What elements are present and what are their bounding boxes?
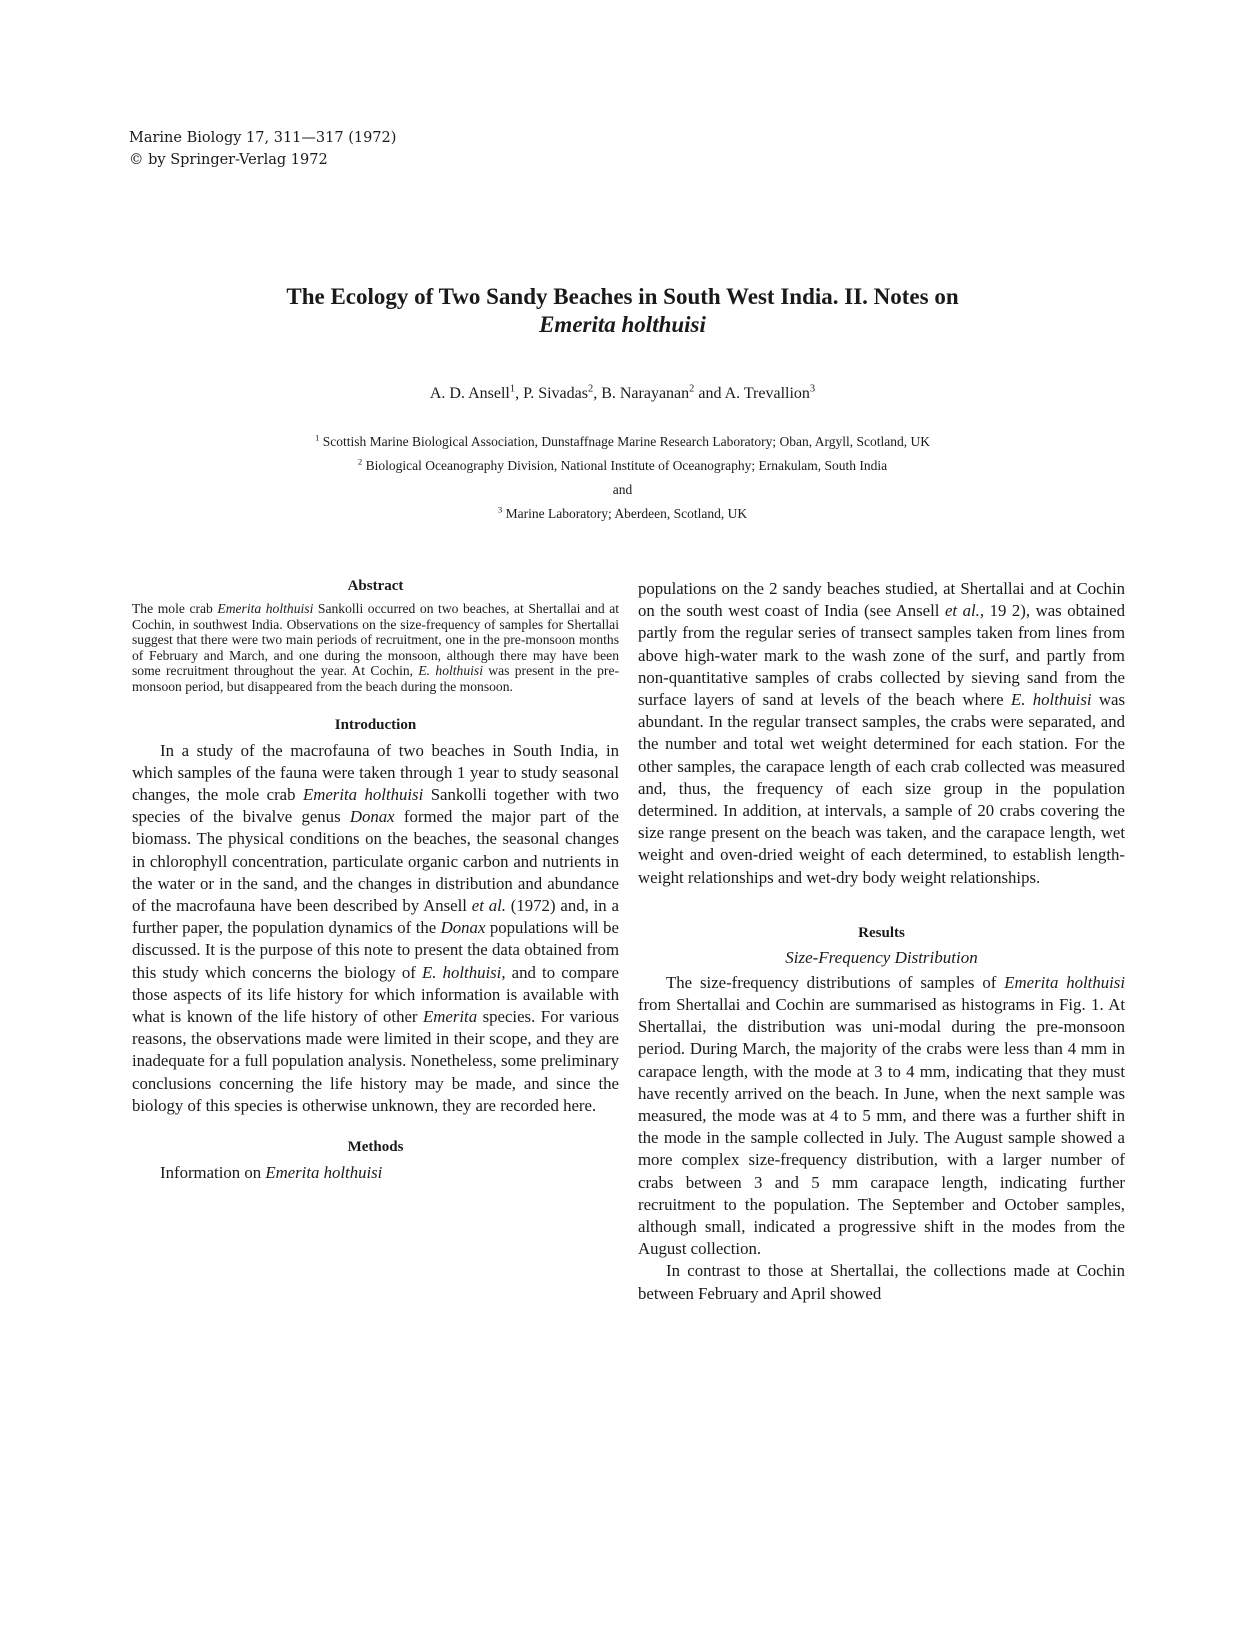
author-list <box>100 385 1145 403</box>
methods-heading: Methods <box>347 1139 404 1156</box>
methods-paragraph-continued: populations on the 2 sandy beaches studied, at Shertallai and at Cochin on the south west coast of India (see Ansell et al., 19 2), was obtained partly from the regular series of transect samples taken from lines from above high-water mark to the wash zone of the surf, and partly from non-quantitative samples of crabs collected by sieving sand from the surface layers of sand at levels of the beach where E. holthuisi was abundant. In the regular transect samples, the crabs were separated, and the number and total wet weight determined for each station. For the other samples, the carapace length of each crab collected was measured and, thus, the frequency of each size group in the population determined. In addition, at intervals, a sample of 20 crabs covering the size range present on the beach was taken, and the carapace length, wet weight and oven-dried weight of each determined, to establish length-weight relationships and wet-dry body weight relationships. <box>638 579 1126 887</box>
author-affil-marker: 2 <box>587 383 594 395</box>
article-title <box>100 283 1145 339</box>
results-subheading: Size-Frequency Distribution <box>785 947 978 967</box>
introduction-section <box>132 717 619 1117</box>
abstract-text: The mole crab Emerita holthuisi Sankolli occurred on two beaches, at Shertallai and at Cochin, in southwest India. Observations on the size-frequency of samples for Shertallai suggest that there were two main periods of recruitment, one in the pre-monsoon months of February and March, and one during the monsoon, although there may have been some recruitment throughout the year. At Cochin, E. holthuisi was present in the pre-monsoon period, but disappeared from the beach during the monsoon. <box>132 601 620 694</box>
introduction-heading: Introduction <box>334 716 417 733</box>
author-name: and A. Trevallion <box>694 385 810 402</box>
affiliation-2: $^2$ Biological Oceanography Division, National Institute of Oceanography; Ernakulam, South India <box>357 456 888 473</box>
methods-paragraph: Information on Emerita holthuisi <box>160 1163 383 1183</box>
results-heading: Results <box>858 924 905 941</box>
introduction-paragraph: In a study of the macrofauna of two beaches in South India, in which samples of the fauna were taken through 1 year to study seasonal changes, the mole crab Emerita holthuisi Sankolli together with two species of the bivalve genus Donax formed the major part of the biomass. The physical conditions on the beaches, the seasonal changes in chlorophyll concentration, particulate organic carbon and nutrients in the water or in the sand, and the changes in distribution and abundance of the macrofauna have been described by Ansell et al. (1972) and, in a further paper, the population dynamics of the Donax populations will be discussed. It is the purpose of this note to present the data obtained from this study which concerns the biology of E. holthuisi, and to compare those aspects of its life history for which information is available with what is known of the life history of other Emerita species. For various reasons, the observations made were limited in their scope, and they are inadequate for a full population analysis. Nonetheless, some preliminary conclusions concerning the life history may be made, and since the biology of this species is otherwise unknown, they are recorded here. <box>132 740 620 1115</box>
journal-header <box>129 127 396 171</box>
left-column <box>132 578 619 1184</box>
affiliations <box>100 430 1145 526</box>
journal-citation: Marine Biology 17, 311—317 (1972) <box>129 130 397 146</box>
results-section <box>638 925 1125 1305</box>
author-affil-marker: 2 <box>689 383 695 395</box>
copyright-line: © by Springer-Verlag 1972 <box>129 152 328 168</box>
affiliation-3: $^3$ Marine Laboratory; Aberdeen, Scotland, UK <box>497 504 748 521</box>
right-column <box>638 578 1125 1305</box>
methods-section <box>132 1139 619 1184</box>
author-name: A. D. Ansell <box>429 385 510 402</box>
abstract-heading: Abstract <box>347 578 404 594</box>
affiliation-conjunction: and <box>612 482 633 497</box>
author-affil-marker: 1 <box>509 383 516 395</box>
title-main: The Ecology of Two Sandy Beaches in South West India. II. Notes on <box>286 284 959 309</box>
author-name: , P. Sivadas <box>515 385 588 402</box>
results-paragraph-1: The size-frequency distributions of samples of Emerita holthuisi from Shertallai and Cochin are summarised as histograms in Fig. 1. At Shertallai, the distribution was uni-modal during the pre-monsoon period. During March, the majority of the crabs were less than 4 mm in carapace length, with the mode at 3 to 4 mm, indicating that they must have recently arrived on the beach. In June, when the next sample was measured, the mode was at 4 to 5 mm, and there was a further shift in the mode in the sample collected in July. The August sample showed a more complex size-frequency distribution, with a larger number of crabs between 3 and 5 mm carapace length, indicating further recruitment to the population. The September and October samples, although small, indicated a progressive shift in the modes from the August collection. <box>638 972 1125 1259</box>
author-name: , B. Narayanan <box>593 385 690 402</box>
results-paragraph-2: In contrast to those at Shertallai, the collections made at Cochin between February and April showed <box>638 1261 1125 1303</box>
abstract-section <box>132 578 619 695</box>
affiliation-1: $^1$ Scottish Marine Biological Association, Dunstaffnage Marine Research Laboratory; Oban, Argyll, Scotland, UK <box>314 432 930 449</box>
title-species: Emerita holthuisi <box>539 312 706 337</box>
author-affil-marker: 3 <box>809 383 816 395</box>
